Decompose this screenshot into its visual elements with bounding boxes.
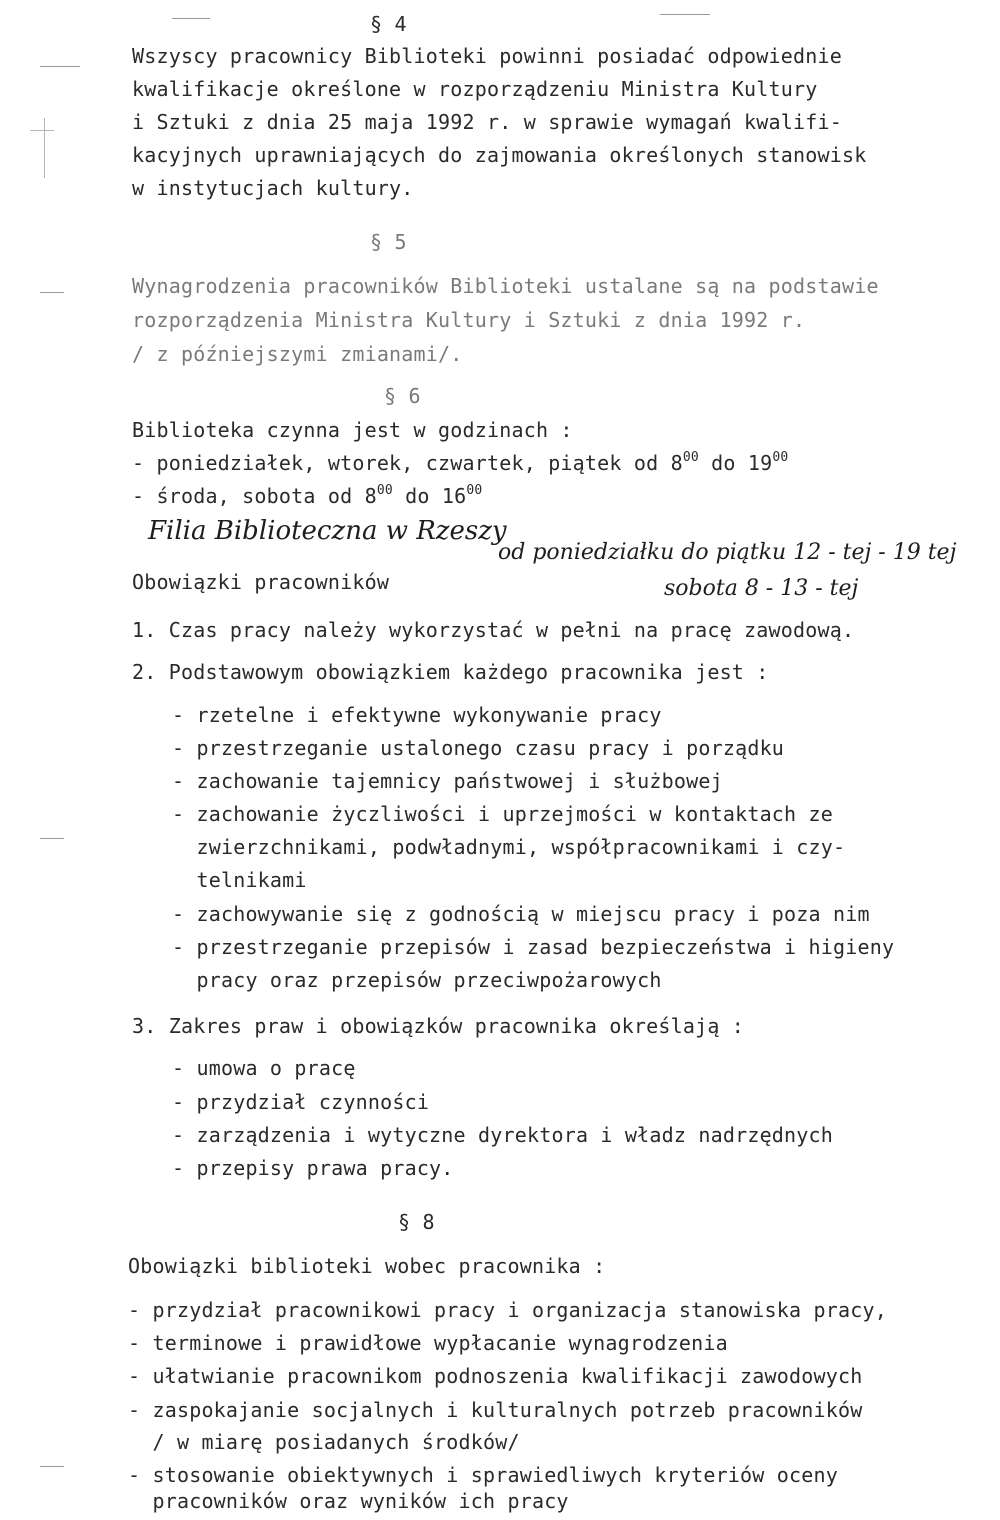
library-duty-line: - przydział pracownikowi pracy i organizacja stanowiska pracy, <box>128 1298 887 1322</box>
duty-bullet: - zachowanie życzliwości i uprzejmości w kontaktach ze <box>172 802 834 826</box>
library-duty-line: - ułatwianie pracownikom podnoszenia kwalifikacji zawodowych <box>128 1364 863 1388</box>
section-5-line: / z późniejszymi zmianami/. <box>132 342 463 366</box>
duty-bullet-continuation: pracy oraz przepisów przeciwpożarowych <box>172 968 662 992</box>
section-4-line: w instytucjach kultury. <box>132 176 414 200</box>
library-duty-line: - stosowanie obiektywnych i sprawiedliwych kryteriów oceny <box>128 1463 838 1487</box>
section-8-header: § 8 <box>398 1210 435 1234</box>
handwritten-weekday-hours: od poniedziałku do piątku 12 - tej - 19 tej <box>498 540 957 565</box>
handwritten-branch-note: Filia Biblioteczna w Rzeszy <box>148 516 507 546</box>
opening-hours-wed-sat: - środa, sobota od $8^{00}$ do $16^{00}$ <box>132 483 483 508</box>
section-8-title: Obowiązki biblioteki wobec pracownika : <box>128 1254 606 1278</box>
scope-bullet: - przydział czynności <box>172 1090 430 1114</box>
section-4-line: i Sztuki z dnia 25 maja 1992 r. w sprawie wymagań kwalifi- <box>132 110 842 134</box>
opening-hours-weekdays: - poniedziałek, wtorek, czwartek, piątek od $8^{00}$ do $19^{00}$ <box>132 450 789 475</box>
duty-bullet: - przestrzeganie przepisów i zasad bezpieczeństwa i higieny <box>172 935 895 959</box>
section-5-header: § 5 <box>370 230 407 254</box>
scope-bullet: - zarządzenia i wytyczne dyrektora i władz nadrzędnych <box>172 1123 834 1147</box>
duty-point-3: 3. Zakres praw i obowiązków pracownika określają : <box>132 1014 745 1038</box>
scope-bullet: - umowa o pracę <box>172 1056 356 1080</box>
duty-point-1: 1. Czas pracy należy wykorzystać w pełni na pracę zawodową. <box>132 618 855 642</box>
section-4-header: § 4 <box>370 12 407 36</box>
duty-bullet: - zachowanie tajemnicy państwowej i służbowej <box>172 769 723 793</box>
scan-mark <box>40 292 64 293</box>
duty-bullet: - przestrzeganie ustalonego czasu pracy i porządku <box>172 736 785 760</box>
scan-mark <box>172 18 210 19</box>
section-7-title: Obowiązki pracowników <box>132 570 390 594</box>
section-6-header: § 6 <box>384 384 421 408</box>
scan-mark <box>40 66 80 67</box>
duty-bullet-continuation: telnikami <box>172 868 307 892</box>
section-4-line: kwalifikacje określone w rozporządzeniu Ministra Kultury <box>132 77 818 101</box>
scan-mark <box>30 130 54 131</box>
section-5-line: Wynagrodzenia pracowników Biblioteki ustalane są na podstawie <box>132 274 879 298</box>
scan-mark <box>660 14 710 15</box>
duty-point-2: 2. Podstawowym obowiązkiem każdego pracownika jest : <box>132 660 769 684</box>
library-duty-line: - terminowe i prawidłowe wypłacanie wynagrodzenia <box>128 1331 728 1355</box>
scan-mark <box>40 1466 64 1467</box>
library-duty-continuation: pracowników oraz wyników ich pracy <box>128 1489 569 1513</box>
scope-bullet: - przepisy prawa pracy. <box>172 1156 454 1180</box>
scan-mark <box>44 118 45 178</box>
library-duty-line: - zaspokajanie socjalnych i kulturalnych potrzeb pracowników <box>128 1398 863 1422</box>
section-6-intro: Biblioteka czynna jest w godzinach : <box>132 418 573 442</box>
handwritten-saturday-hours: sobota 8 - 13 - tej <box>664 576 859 601</box>
duty-bullet: - zachowywanie się z godnością w miejscu pracy i poza nim <box>172 902 870 926</box>
library-duty-continuation: / w miarę posiadanych środków/ <box>128 1430 520 1454</box>
section-5-line: rozporządzenia Ministra Kultury i Sztuki z dnia 1992 r. <box>132 308 806 332</box>
duty-bullet: - rzetelne i efektywne wykonywanie pracy <box>172 703 662 727</box>
section-4-line: kacyjnych uprawniających do zajmowania określonych stanowisk <box>132 143 867 167</box>
section-4-line: Wszyscy pracownicy Biblioteki powinni posiadać odpowiednie <box>132 44 842 68</box>
scan-mark <box>40 838 64 839</box>
duty-bullet-continuation: zwierzchnikami, podwładnymi, współpracownikami i czy- <box>172 835 846 859</box>
